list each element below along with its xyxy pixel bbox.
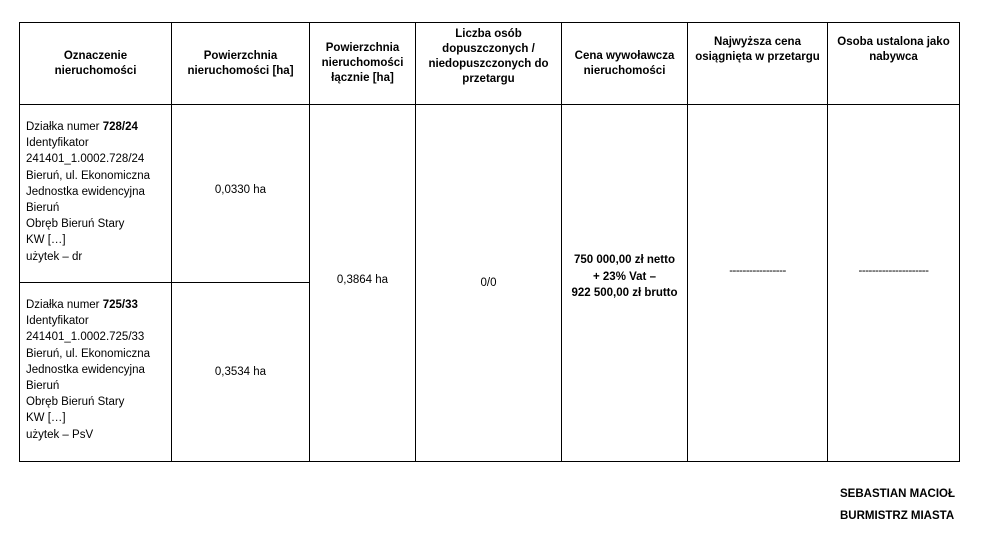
plot-1-number: 728/24 (102, 121, 138, 133)
price-gross: 922 500,00 zł brutto (571, 287, 678, 300)
persons-count: 0/0 (416, 105, 562, 462)
plot-1-line: KW […] (26, 234, 66, 247)
header-total-area: Powierzchnia nieruchomości łącznie [ha] (310, 23, 416, 105)
plot-1-title: Działka numer 728/24 (26, 121, 138, 133)
plot-2-identifier: 241401_1.0002.725/33 (26, 331, 145, 344)
plot-2-title: Działka numer 725/33 (26, 299, 138, 311)
price-vat: + 23% Vat – (593, 270, 656, 283)
price-net: 750 000,00 zł netto (574, 254, 675, 267)
plot-1-line: Bieruń (26, 202, 60, 215)
plot-2-line: Identyfikator (26, 315, 89, 328)
header-property-area: Powierzchnia nieruchomości [ha] (172, 23, 310, 105)
header-starting-price: Cena wywoławcza nieruchomości (562, 23, 688, 105)
auction-results-table (19, 22, 960, 462)
header-highest-price: Najwyższa cena osiągnięta w przetargu (688, 23, 828, 105)
plot-1-line: użytek – dr (26, 250, 83, 263)
plot-row-1 (20, 105, 960, 283)
signature-name: SEBASTIAN MACIOŁ (840, 488, 955, 500)
plot-2-line: Bieruń (26, 380, 60, 393)
header-property-designation: Oznaczenie nieruchomości (20, 23, 172, 105)
header-persons-admitted: Liczba osób dopuszczonych / niedopuszczonych do przetargu (416, 23, 562, 105)
highest-price: ----------------- (688, 105, 828, 462)
buyer: --------------------- (828, 105, 960, 462)
plot-2-line: Bieruń, ul. Ekonomiczna (26, 347, 151, 360)
plot-1-identifier: 241401_1.0002.728/24 (26, 153, 145, 166)
plot-2-line: Jednostka ewidencyjna (26, 363, 145, 376)
plot-2-line: KW […] (26, 412, 66, 425)
signature-title: BURMISTRZ MIASTA (840, 510, 955, 522)
plot-1-line: Bieruń, ul. Ekonomiczna (26, 169, 151, 182)
plot-2-description (20, 283, 172, 462)
plot-2-line: użytek – PsV (26, 428, 94, 441)
plot-2-area: 0,3534 ha (172, 283, 310, 462)
plot-1-description (20, 105, 172, 283)
plot-2-number: 725/33 (102, 299, 138, 311)
plot-2-line: Obręb Bieruń Stary (26, 396, 125, 409)
plot-1-area: 0,0330 ha (172, 105, 310, 283)
plot-1-line: Obręb Bieruń Stary (26, 218, 125, 231)
plot-1-line: Identyfikator (26, 137, 89, 150)
total-area: 0,3864 ha (310, 105, 416, 462)
starting-price (562, 105, 688, 462)
header-row (20, 23, 960, 105)
plot-1-line: Jednostka ewidencyjna (26, 185, 145, 198)
header-buyer: Osoba ustalona jako nabywca (828, 23, 960, 105)
